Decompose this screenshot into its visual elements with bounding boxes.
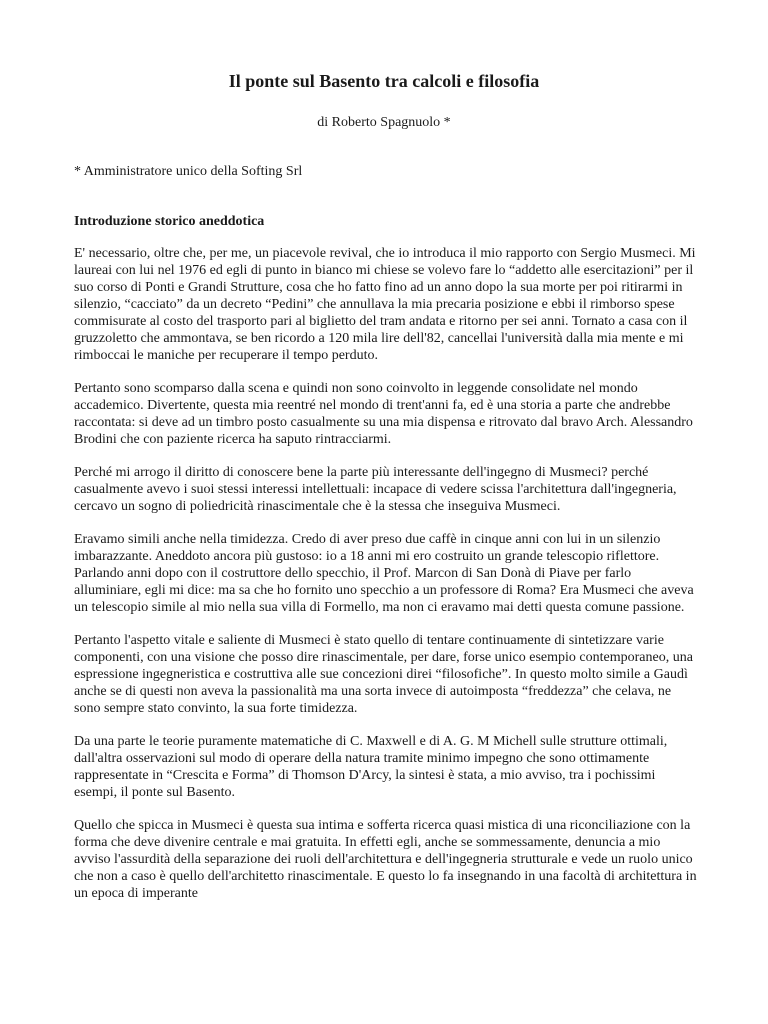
section-heading: Introduzione storico aneddotica [74, 214, 265, 229]
paragraph: Da una parte le teorie puramente matematiche di C. Maxwell e di A. G. M Michell sulle strutture ottimali, dall'altra osservazioni sul modo di operare della natura tramite minimo impegno che sono ottimamente rappresentate in “Crescita e Forma” di Thomson D'Arcy, la sintesi è stata, a mio avviso, tra i pochissimi esempi, il ponte sul Basento. [74, 734, 668, 800]
paragraph: Eravamo simili anche nella timidezza. Credo di aver preso due caffè in cinque anni con lui in un silenzio imbarazzante. Aneddoto ancora più gustoso: io a 18 anni mi ero costruito un grande telescopio riflettore. Parlando anni dopo con il costruttore dello specchio, il Prof. Marcon di San Donà di Piave per farlo alluminiare, egli mi dice: ma sa che ho fornito uno specchio a un professore di Roma? Era Musmeci che aveva un telescopio simile al mio nella sua villa di Formello, ma non ci eravamo mai detti questa comune passione. [74, 532, 694, 615]
paragraph: Perché mi arrogo il diritto di conoscere bene la parte più interessante dell'ingegno di Musmeci? perché casualmente avevo i suoi stessi interessi intellettuali: incapace di vedere scissa l'architettura dall'ingegneria, cercavo un sogno di poliedricità rinascimentale che è la stessa che inseguiva Musmeci. [74, 465, 677, 514]
document-title: Il ponte sul Basento tra calcoli e filosofia [228, 71, 540, 91]
author-byline: di Roberto Spagnuolo * [317, 115, 451, 130]
paragraph: Pertanto l'aspetto vitale e saliente di Musmeci è stato quello di tentare continuamente di sintetizzare varie componenti, con una visione che posso dire rinascimentale, per dare, forse unico esempio contemporaneo, una espressione ingegneristica e costruttiva alle sue concezioni direi “filosofiche”. In questo molto simile a Gaudì anche se di questi non aveva la passionalità ma una sorta invece di autoimposta “freddezza” che celava, ne sono sempre stato convinto, la sua forte timidezza. [74, 633, 693, 716]
paragraph: Quello che spicca in Musmeci è questa sua intima e sofferta ricerca quasi mistica di una riconciliazione con la forma che deve divenire centrale e mai gratuita. In effetti egli, anche se sommessamente, denuncia a mio avviso l'assurdità della separazione dei ruoli dell'architettura e dell'ingegneria strutturale e vede un ruolo unico che non a caso è quello dell'architetto rinascimentale. E questo lo fa insegnando in una facoltà di architettura in un epoca di imperante [74, 818, 697, 901]
document-body [74, 245, 699, 918]
author-footnote: * Amministratore unico della Softing Srl [74, 164, 303, 179]
paragraph: Pertanto sono scomparso dalla scena e quindi non sono coinvolto in leggende consolidate nel mondo accademico. Divertente, questa mia reentré nel mondo di trent'anni fa, ed è una storia a parte che andrebbe raccontata: si deve ad un timbro posto casualmente su una mia dispensa e ritrovato dal bravo Arch. Alessandro Brodini che con paziente ricerca ha saputo rintracciarmi. [74, 381, 693, 447]
paragraph: E' necessario, oltre che, per me, un piacevole revival, che io introduca il mio rapporto con Sergio Musmeci. Mi laureai con lui nel 1976 ed egli di punto in bianco mi chiese se volevo fare lo “addetto alle esercitazioni” per il suo corso di Ponti e Grandi Strutture, cosa che ho fatto fino ad un anno dopo la sua morte per poi ritirarmi in silenzio, “cacciato” da un decreto “Pedini” che annullava la mia precaria posizione e ebbi il rimborso spese commisurate al costo del trasporto pari al biglietto del tram andata e ritorno per sei anni. Tornato a casa con il gruzzoletto che ammontava, se ben ricordo a 120 mila lire dell'82, cancellai l'università dalla mia mente e mi rimboccai le maniche per recuperare il tempo perduto. [74, 246, 696, 363]
